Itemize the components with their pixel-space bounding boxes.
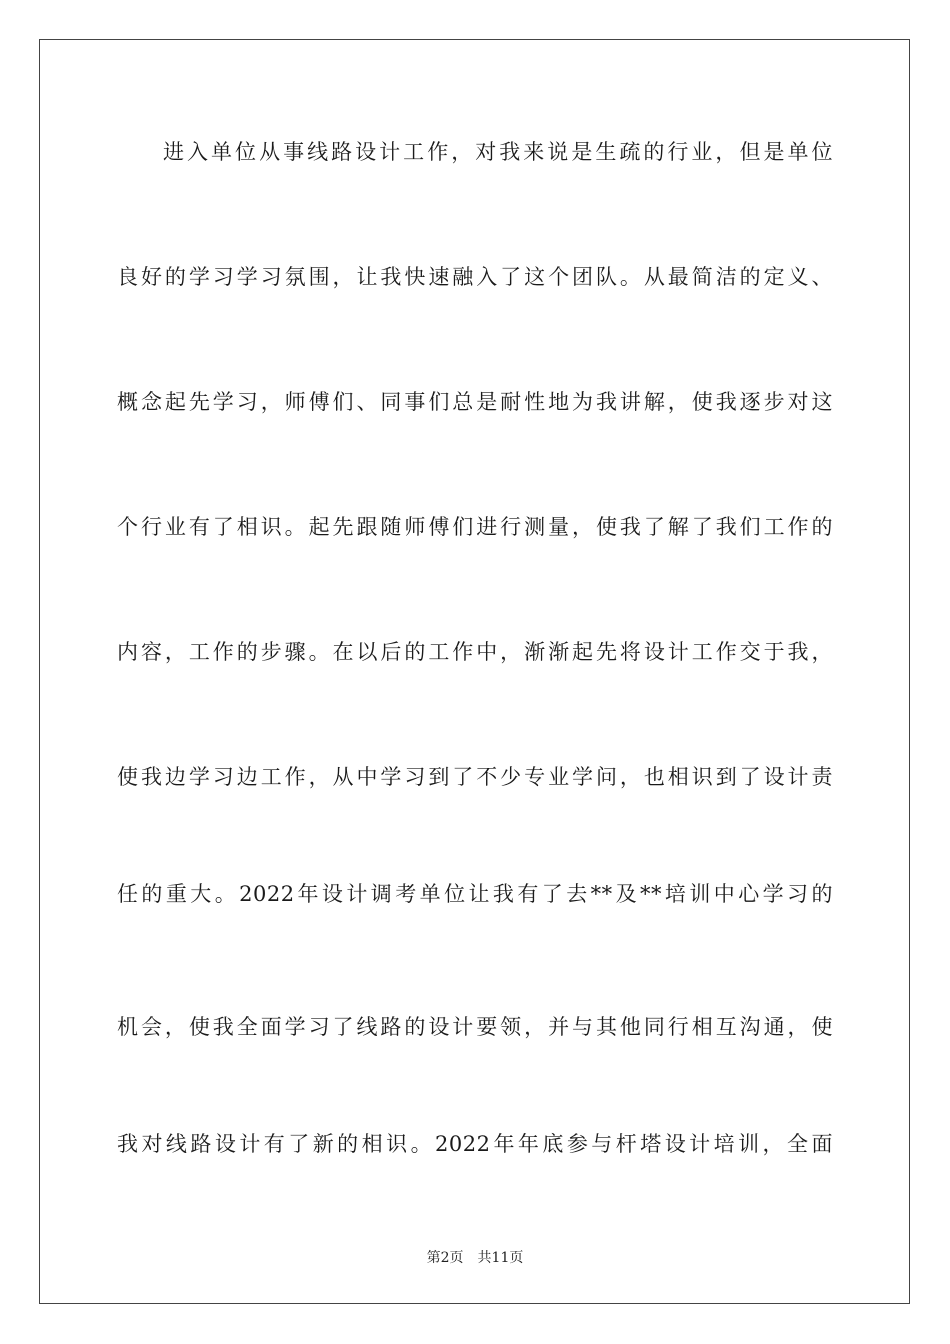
paragraph-line-3: 概念起先学习，师傅们、同事们总是耐性地为我讲解，使我逐步对这 bbox=[117, 390, 833, 414]
paragraph-line-8: 机会，使我全面学习了线路的设计要领，并与其他同行相互沟通，使 bbox=[117, 1015, 833, 1039]
paragraph-line-5: 内容，工作的步骤。在以后的工作中，渐渐起先将设计工作交于我， bbox=[117, 640, 833, 664]
page-footer bbox=[0, 1247, 950, 1267]
paragraph-line-2: 良好的学习学习氛围，让我快速融入了这个团队。从最简洁的定义、 bbox=[117, 265, 833, 289]
paragraph-line-7: 任的重大。2022年设计调考单位让我有了去**及**培训中心学习的 bbox=[117, 882, 833, 906]
paragraph-line-6: 使我边学习边工作，从中学习到了不少专业学问，也相识到了设计责 bbox=[117, 765, 833, 789]
page-border bbox=[39, 39, 910, 1304]
page-number: 第2页 bbox=[426, 1250, 464, 1266]
paragraph-line-4: 个行业有了相识。起先跟随师傅们进行测量，使我了解了我们工作的 bbox=[117, 515, 833, 539]
paragraph-line-1: 进入单位从事线路设计工作，对我来说是生疏的行业，但是单位 bbox=[163, 140, 833, 164]
page-total: 共11页 bbox=[477, 1250, 524, 1266]
paragraph-line-9: 我对线路设计有了新的相识。2022年年底参与杆塔设计培训，全面 bbox=[117, 1132, 833, 1156]
